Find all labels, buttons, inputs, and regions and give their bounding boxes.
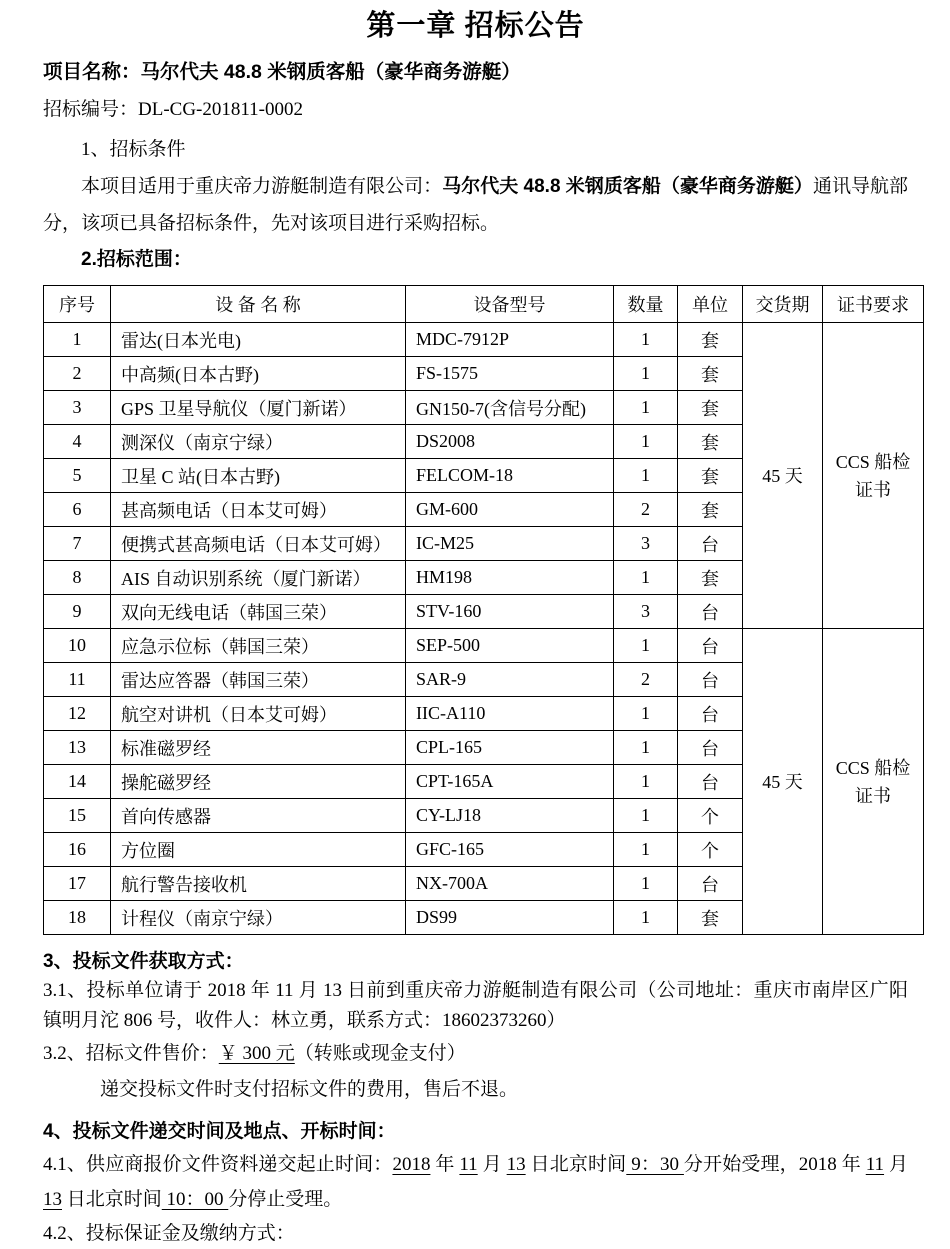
cell-model: SEP-500 [406,629,614,663]
equipment-table-body [44,323,924,935]
cell-unit: 套 [678,391,743,425]
text-segment: 马尔代夫 48.8 米钢质客船（豪华商务游艇） [442,176,813,197]
cell-no: 14 [44,765,111,799]
cell-name: 操舵磁罗经 [111,765,406,799]
cell-qty: 1 [614,425,678,459]
cell-name: 卫星 C 站(日本古野) [111,459,406,493]
cell-model: NX-700A [406,867,614,901]
cell-unit: 套 [678,459,743,493]
cell-delivery: 45 天 [743,323,823,629]
text-segment: 月 [884,1154,908,1175]
cell-qty: 2 [614,493,678,527]
cell-unit: 套 [678,493,743,527]
text-segment: 通讯导航部分，该项已具备招标条件，先对该项目进行采购招标。 [43,176,908,234]
cell-no: 4 [44,425,111,459]
cell-model: DS2008 [406,425,614,459]
cell-model: CPT-165A [406,765,614,799]
item-4-2: 4.2、投标保证金及缴纳方式： [43,1223,295,1244]
cell-model: GN150-7(含信号分配) [406,391,614,425]
text-segment: 月 [477,1154,507,1175]
text-segment: 4.1、供应商报价文件资料递交起止时间： [43,1154,393,1175]
cell-no: 12 [44,697,111,731]
cell-name: 甚高频电话（日本艾可姆） [111,493,406,527]
cell-no: 7 [44,527,111,561]
cell-qty: 1 [614,901,678,935]
cell-name: 便携式甚高频电话（日本艾可姆） [111,527,406,561]
cell-qty: 1 [614,799,678,833]
text-segment: 2018 [392,1154,431,1175]
project-name: 项目名称：马尔代夫 48.8 米钢质客船（豪华商务游艇） [43,61,521,83]
text-segment: 13 [506,1154,526,1175]
cell-qty: 1 [614,561,678,595]
cell-no: 8 [44,561,111,595]
text-segment: 分停止受理。 [228,1189,343,1210]
section-4-heading: 4、投标文件递交时间及地点、开标时间： [43,1121,396,1142]
column-header-unit: 单位 [678,286,743,323]
cell-unit: 台 [678,697,743,731]
cell-qty: 1 [614,459,678,493]
cell-qty: 3 [614,527,678,561]
section-1-heading: 1、招标条件 [81,139,186,160]
cell-qty: 1 [614,697,678,731]
cell-delivery: 45 天 [743,629,823,935]
column-header-qty: 数量 [614,286,678,323]
section-3-heading: 3、投标文件获取方式： [43,951,244,972]
cell-unit: 台 [678,731,743,765]
cell-no: 13 [44,731,111,765]
column-header-no: 序号 [44,286,111,323]
cell-model: GM-600 [406,493,614,527]
cell-no: 17 [44,867,111,901]
cell-name: 首向传感器 [111,799,406,833]
cell-model: CPL-165 [406,731,614,765]
text-segment: 10：00 [161,1189,229,1210]
cell-certificate: CCS 船检证书 [823,629,924,935]
payment-note: 递交投标文件时支付招标文件的费用，售后不退。 [100,1079,519,1100]
section-1-paragraph [43,168,908,242]
text-segment: 年 [430,1154,460,1175]
table-header-row [44,286,924,323]
cell-model: SAR-9 [406,663,614,697]
equipment-table [43,285,924,935]
cell-unit: 套 [678,323,743,357]
text-segment: 日北京时间 [525,1154,627,1175]
cell-name: 航行警告接收机 [111,867,406,901]
cell-name: 测深仪（南京宁绿） [111,425,406,459]
cell-no: 16 [44,833,111,867]
text-segment: 3.2、招标文件售价： [43,1043,219,1064]
cell-unit: 台 [678,527,743,561]
cell-no: 1 [44,323,111,357]
item-3-1: 3.1、投标单位请于 2018 年 11 月 13 日前到重庆帝力游艇制造有限公司（公司地址：重庆市南岸区广阳镇明月沱 806 号，收件人：林立勇，联系方式：18602373260） [43,980,908,1031]
cell-name: 中高频(日本古野) [111,357,406,391]
cell-no: 9 [44,595,111,629]
cell-unit: 台 [678,867,743,901]
cell-model: STV-160 [406,595,614,629]
cell-model: CY-LJ18 [406,799,614,833]
item-4-1 [43,1147,908,1217]
cell-unit: 套 [678,901,743,935]
cell-unit: 套 [678,357,743,391]
cell-model: IC-M25 [406,527,614,561]
cell-certificate: CCS 船检证书 [823,323,924,629]
cell-qty: 3 [614,595,678,629]
cell-qty: 1 [614,867,678,901]
column-header-delivery: 交货期 [743,286,823,323]
cell-model: HM198 [406,561,614,595]
tender-number: 招标编号：DL-CG-201811-0002 [43,99,303,120]
cell-model: FELCOM-18 [406,459,614,493]
cell-name: 计程仪（南京宁绿） [111,901,406,935]
cell-no: 18 [44,901,111,935]
cell-unit: 个 [678,799,743,833]
cell-no: 11 [44,663,111,697]
text-segment: 日北京时间 [62,1189,162,1210]
cell-model: IIC-A110 [406,697,614,731]
text-segment: 分开始受理，2018 年 [683,1154,866,1175]
cell-name: GPS 卫星导航仪（厦门新诺） [111,391,406,425]
cell-name: AIS 自动识别系统（厦门新诺） [111,561,406,595]
cell-qty: 1 [614,323,678,357]
cell-unit: 台 [678,765,743,799]
cell-name: 航空对讲机（日本艾可姆） [111,697,406,731]
cell-unit: 个 [678,833,743,867]
column-header-name: 设 备 名 称 [111,286,406,323]
cell-unit: 套 [678,425,743,459]
section-2-heading: 2.招标范围： [81,249,192,270]
text-segment: （转账或现金支付） [294,1043,466,1064]
cell-no: 5 [44,459,111,493]
text-segment: 13 [43,1189,62,1210]
cell-qty: 1 [614,391,678,425]
cell-qty: 1 [614,357,678,391]
cell-no: 3 [44,391,111,425]
cell-unit: 台 [678,595,743,629]
cell-qty: 2 [614,663,678,697]
cell-name: 双向无线电话（韩国三荣） [111,595,406,629]
cell-unit: 套 [678,561,743,595]
text-segment: ￥ 300 元 [218,1043,295,1064]
text-segment: 11 [459,1154,478,1175]
cell-no: 2 [44,357,111,391]
cell-qty: 1 [614,833,678,867]
cell-name: 雷达应答器（韩国三荣） [111,663,406,697]
cell-unit: 台 [678,629,743,663]
text-segment: 11 [865,1154,885,1175]
table-row-1 [44,323,924,357]
cell-name: 标准磁罗经 [111,731,406,765]
cell-model: FS-1575 [406,357,614,391]
cell-qty: 1 [614,731,678,765]
cell-qty: 1 [614,765,678,799]
page-title: 第一章 招标公告 [366,10,585,42]
text-segment: 本项目适用于重庆帝力游艇制造有限公司： [81,176,443,197]
column-header-model: 设备型号 [406,286,614,323]
item-3-2 [43,1039,908,1069]
cell-model: GFC-165 [406,833,614,867]
cell-model: MDC-7912P [406,323,614,357]
cell-name: 应急示位标（韩国三荣） [111,629,406,663]
cell-name: 雷达(日本光电) [111,323,406,357]
table-row-10 [44,629,924,663]
cell-name: 方位圈 [111,833,406,867]
cell-qty: 1 [614,629,678,663]
column-header-certificate: 证书要求 [823,286,924,323]
text-segment: 9：30 [626,1154,684,1175]
cell-unit: 台 [678,663,743,697]
cell-model: DS99 [406,901,614,935]
cell-no: 10 [44,629,111,663]
cell-no: 15 [44,799,111,833]
cell-no: 6 [44,493,111,527]
